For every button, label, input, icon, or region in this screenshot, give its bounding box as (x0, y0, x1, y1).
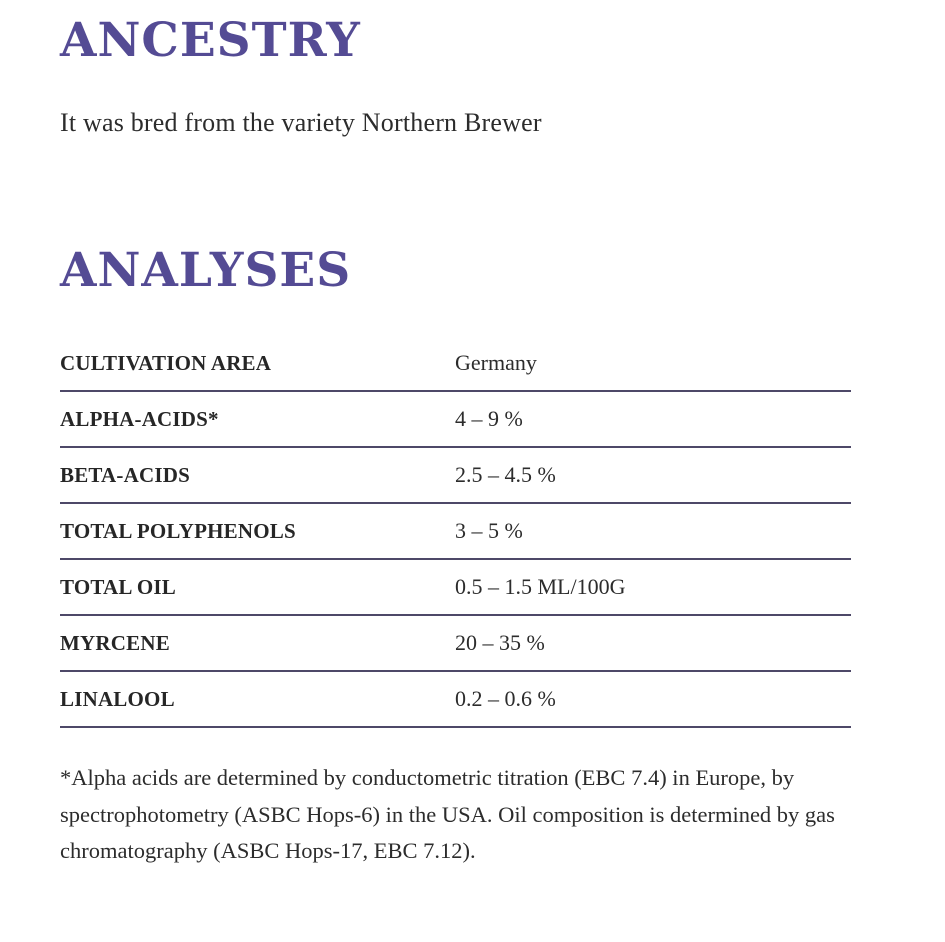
table-row (60, 392, 851, 448)
row-label: LINALOOL (60, 686, 175, 711)
row-label: BETA-ACIDS (60, 462, 190, 487)
table-row (60, 560, 851, 616)
row-value: 2.5 – 4.5 % (455, 462, 556, 487)
ancestry-heading: ANCESTRY (60, 13, 361, 68)
row-label: TOTAL POLYPHENOLS (60, 518, 296, 543)
table-row (60, 336, 851, 392)
row-value: 0.5 – 1.5 ML/100G (455, 574, 626, 599)
table-row (60, 504, 851, 560)
row-value: 4 – 9 % (455, 406, 523, 431)
table-row (60, 672, 851, 728)
row-value: 20 – 35 % (455, 630, 545, 655)
row-value: 3 – 5 % (455, 518, 523, 543)
analyses-table (60, 336, 851, 728)
row-label: TOTAL OIL (60, 574, 176, 599)
table-row (60, 616, 851, 672)
row-label: ALPHA-ACIDS* (60, 406, 219, 431)
table-row (60, 448, 851, 504)
footnote: *Alpha acids are determined by conductometric titration (EBC 7.4) in Europe, by spectrophotometry (ASBC Hops-6) in the USA. Oil composition is determined by gas chromatography (ASBC Hops-17, EBC 7.12). (60, 765, 835, 863)
analyses-heading: ANALYSES (60, 243, 352, 298)
row-value: Germany (455, 350, 537, 375)
row-label: CULTIVATION AREA (60, 350, 272, 375)
row-label: MYRCENE (60, 630, 170, 655)
ancestry-text: It was bred from the variety Northern Brewer (60, 108, 542, 137)
row-value: 0.2 – 0.6 % (455, 686, 556, 711)
